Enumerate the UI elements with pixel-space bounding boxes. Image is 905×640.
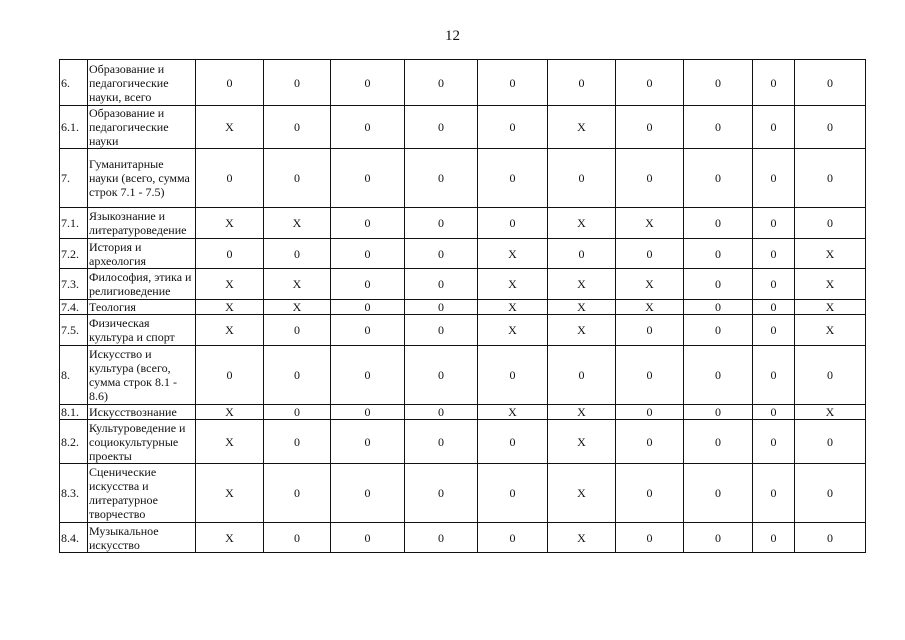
value-cell: 0: [753, 346, 795, 405]
value-cell: X: [616, 300, 684, 315]
value-cell: 0: [684, 464, 753, 523]
value-cell: 0: [616, 523, 684, 553]
value-cell: X: [196, 420, 264, 464]
value-cell: 0: [264, 464, 331, 523]
row-code: 7.: [60, 149, 88, 208]
value-cell: 0: [478, 149, 548, 208]
row-code: 7.4.: [60, 300, 88, 315]
table-row: [60, 405, 866, 420]
value-cell: 0: [684, 106, 753, 149]
value-cell: X: [795, 300, 866, 315]
value-cell: X: [478, 315, 548, 346]
value-cell: 0: [753, 149, 795, 208]
table-row: [60, 315, 866, 346]
value-cell: 0: [478, 464, 548, 523]
value-cell: 0: [684, 405, 753, 420]
value-cell: 0: [405, 300, 478, 315]
value-cell: 0: [795, 106, 866, 149]
value-cell: 0: [264, 106, 331, 149]
value-cell: 0: [753, 300, 795, 315]
value-cell: 0: [405, 106, 478, 149]
value-cell: 0: [264, 149, 331, 208]
value-cell: 0: [478, 346, 548, 405]
value-cell: 0: [331, 315, 405, 346]
value-cell: 0: [331, 346, 405, 405]
value-cell: 0: [405, 315, 478, 346]
table-row: [60, 464, 866, 523]
value-cell: 0: [196, 239, 264, 269]
value-cell: X: [478, 405, 548, 420]
value-cell: 0: [684, 523, 753, 553]
value-cell: 0: [196, 149, 264, 208]
value-cell: 0: [196, 60, 264, 106]
value-cell: 0: [405, 239, 478, 269]
value-cell: X: [548, 523, 616, 553]
value-cell: 0: [795, 420, 866, 464]
value-cell: 0: [616, 60, 684, 106]
value-cell: 0: [753, 106, 795, 149]
value-cell: 0: [684, 60, 753, 106]
value-cell: X: [196, 269, 264, 300]
value-cell: 0: [548, 60, 616, 106]
value-cell: X: [196, 523, 264, 553]
value-cell: 0: [548, 239, 616, 269]
value-cell: 0: [753, 315, 795, 346]
value-cell: 0: [616, 239, 684, 269]
table-row: [60, 208, 866, 239]
value-cell: 0: [405, 523, 478, 553]
row-name: Языкознание и литературоведение: [88, 208, 196, 239]
value-cell: 0: [684, 269, 753, 300]
value-cell: X: [548, 269, 616, 300]
value-cell: 0: [616, 420, 684, 464]
value-cell: X: [548, 106, 616, 149]
row-code: 6.1.: [60, 106, 88, 149]
row-code: 8.4.: [60, 523, 88, 553]
row-name: Искусство и культура (всего, сумма строк 8.1 - 8.6): [88, 346, 196, 405]
value-cell: X: [264, 300, 331, 315]
row-code: 8.1.: [60, 405, 88, 420]
value-cell: X: [548, 208, 616, 239]
value-cell: 0: [405, 269, 478, 300]
value-cell: X: [795, 269, 866, 300]
value-cell: 0: [684, 149, 753, 208]
value-cell: 0: [684, 300, 753, 315]
row-name: Образование и педагогические науки: [88, 106, 196, 149]
row-name: Музыкальное искусство: [88, 523, 196, 553]
value-cell: 0: [196, 346, 264, 405]
value-cell: 0: [795, 346, 866, 405]
value-cell: X: [616, 269, 684, 300]
value-cell: X: [616, 208, 684, 239]
row-name: Искусствознание: [88, 405, 196, 420]
value-cell: 0: [331, 269, 405, 300]
value-cell: X: [196, 315, 264, 346]
table-body: [60, 60, 866, 553]
row-name: Образование и педагогические науки, всего: [88, 60, 196, 106]
value-cell: 0: [478, 420, 548, 464]
table-row: [60, 523, 866, 553]
value-cell: 0: [616, 149, 684, 208]
value-cell: 0: [616, 464, 684, 523]
value-cell: X: [795, 315, 866, 346]
value-cell: 0: [753, 420, 795, 464]
table-row: [60, 149, 866, 208]
table-row: [60, 346, 866, 405]
value-cell: 0: [753, 60, 795, 106]
value-cell: 0: [264, 523, 331, 553]
row-code: 7.2.: [60, 239, 88, 269]
row-name: Физическая культура и спорт: [88, 315, 196, 346]
row-code: 7.5.: [60, 315, 88, 346]
value-cell: 0: [684, 239, 753, 269]
value-cell: 0: [405, 420, 478, 464]
row-name: Культуроведение и социокультурные проекты: [88, 420, 196, 464]
value-cell: 0: [331, 106, 405, 149]
value-cell: 0: [405, 346, 478, 405]
value-cell: 0: [795, 464, 866, 523]
value-cell: 0: [753, 464, 795, 523]
value-cell: 0: [405, 208, 478, 239]
value-cell: 0: [264, 315, 331, 346]
value-cell: X: [548, 315, 616, 346]
value-cell: X: [795, 239, 866, 269]
value-cell: X: [264, 269, 331, 300]
value-cell: X: [264, 208, 331, 239]
value-cell: 0: [331, 420, 405, 464]
value-cell: X: [548, 405, 616, 420]
value-cell: X: [548, 464, 616, 523]
table-row: [60, 60, 866, 106]
value-cell: 0: [478, 208, 548, 239]
value-cell: X: [196, 464, 264, 523]
row-code: 8.2.: [60, 420, 88, 464]
value-cell: 0: [264, 346, 331, 405]
value-cell: 0: [548, 149, 616, 208]
value-cell: 0: [616, 106, 684, 149]
row-name: Теология: [88, 300, 196, 315]
table-row: [60, 300, 866, 315]
value-cell: 0: [331, 523, 405, 553]
value-cell: 0: [795, 523, 866, 553]
value-cell: 0: [684, 420, 753, 464]
value-cell: 0: [616, 315, 684, 346]
table-row: [60, 269, 866, 300]
row-name: История и археология: [88, 239, 196, 269]
row-code: 7.1.: [60, 208, 88, 239]
value-cell: 0: [478, 523, 548, 553]
value-cell: 0: [478, 60, 548, 106]
page-number: 12: [445, 28, 460, 44]
value-cell: 0: [405, 405, 478, 420]
value-cell: 0: [795, 149, 866, 208]
value-cell: 0: [405, 464, 478, 523]
value-cell: 0: [264, 420, 331, 464]
value-cell: X: [478, 269, 548, 300]
value-cell: 0: [264, 405, 331, 420]
value-cell: 0: [331, 60, 405, 106]
row-name: Гуманитарные науки (всего, сумма строк 7.1 - 7.5): [88, 149, 196, 208]
value-cell: X: [478, 239, 548, 269]
value-cell: X: [548, 420, 616, 464]
value-cell: 0: [795, 60, 866, 106]
value-cell: 0: [264, 239, 331, 269]
value-cell: 0: [684, 315, 753, 346]
value-cell: 0: [331, 405, 405, 420]
value-cell: 0: [331, 300, 405, 315]
value-cell: 0: [684, 346, 753, 405]
value-cell: 0: [264, 60, 331, 106]
value-cell: 0: [753, 239, 795, 269]
value-cell: 0: [753, 208, 795, 239]
value-cell: 0: [684, 208, 753, 239]
row-code: 6.: [60, 60, 88, 106]
value-cell: X: [548, 300, 616, 315]
value-cell: 0: [331, 464, 405, 523]
row-name: Сценические искусства и литературное творчество: [88, 464, 196, 523]
value-cell: 0: [753, 523, 795, 553]
value-cell: 0: [478, 106, 548, 149]
value-cell: 0: [548, 346, 616, 405]
value-cell: 0: [795, 208, 866, 239]
value-cell: X: [196, 208, 264, 239]
row-code: 7.3.: [60, 269, 88, 300]
value-cell: 0: [753, 405, 795, 420]
table-row: [60, 106, 866, 149]
value-cell: 0: [405, 60, 478, 106]
table-row: [60, 420, 866, 464]
value-cell: 0: [331, 208, 405, 239]
row-name: Философия, этика и религиоведение: [88, 269, 196, 300]
value-cell: 0: [616, 405, 684, 420]
value-cell: X: [196, 405, 264, 420]
value-cell: 0: [331, 239, 405, 269]
value-cell: X: [196, 300, 264, 315]
value-cell: 0: [331, 149, 405, 208]
value-cell: X: [478, 300, 548, 315]
value-cell: 0: [753, 269, 795, 300]
statistics-table: [59, 59, 866, 553]
value-cell: 0: [405, 149, 478, 208]
table-row: [60, 239, 866, 269]
value-cell: X: [196, 106, 264, 149]
value-cell: 0: [616, 346, 684, 405]
row-code: 8.3.: [60, 464, 88, 523]
row-code: 8.: [60, 346, 88, 405]
value-cell: X: [795, 405, 866, 420]
